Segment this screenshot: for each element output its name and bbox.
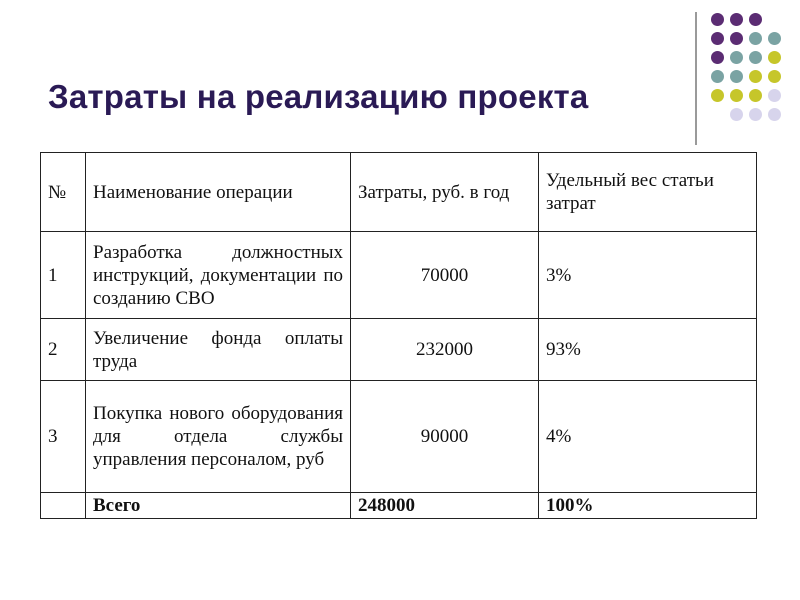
- table-row: [41, 319, 757, 381]
- row-share: 3%: [539, 232, 757, 319]
- table-total-row: [41, 493, 757, 519]
- header-num: №: [41, 153, 86, 232]
- row-num: 1: [41, 232, 86, 319]
- row-cost: 90000: [351, 381, 539, 493]
- row-name: Покупка нового оборудования для отдела службы управления персоналом, руб: [86, 381, 351, 493]
- decor-dot: [749, 51, 762, 64]
- decor-dot: [749, 108, 762, 121]
- decor-dot: [711, 13, 724, 26]
- row-share: 93%: [539, 319, 757, 381]
- decor-dot: [768, 89, 781, 102]
- decor-dot: [730, 70, 743, 83]
- header-share: Удельный вес статьи затрат: [539, 153, 757, 232]
- decor-dot: [730, 51, 743, 64]
- decor-dot: [768, 108, 781, 121]
- decor-dot: [768, 70, 781, 83]
- total-label: Всего: [86, 493, 351, 519]
- decor-dot: [711, 70, 724, 83]
- decor-dot: [749, 13, 762, 26]
- decor-dot: [768, 32, 781, 45]
- decor-dot: [711, 108, 724, 121]
- total-share: 100%: [539, 493, 757, 519]
- table-row: [41, 381, 757, 493]
- header-name: Наименование операции: [86, 153, 351, 232]
- decor-dot: [730, 89, 743, 102]
- row-cost: 232000: [351, 319, 539, 381]
- decor-dot: [749, 70, 762, 83]
- row-name: Разработка должностных инструкций, документации по созданию СВО: [86, 232, 351, 319]
- decor-dot: [730, 13, 743, 26]
- row-num: 3: [41, 381, 86, 493]
- decor-dot: [749, 32, 762, 45]
- divider-line: [695, 12, 697, 145]
- decor-dot: [730, 108, 743, 121]
- row-num: 2: [41, 319, 86, 381]
- costs-table: [40, 152, 757, 519]
- table-header-row: [41, 153, 757, 232]
- page-title: Затраты на реализацию проекта: [48, 78, 589, 115]
- total-cost: 248000: [351, 493, 539, 519]
- decor-dot: [730, 32, 743, 45]
- total-num: [41, 493, 86, 519]
- table-row: [41, 232, 757, 319]
- row-share: 4%: [539, 381, 757, 493]
- row-cost: 70000: [351, 232, 539, 319]
- decor-dot: [768, 51, 781, 64]
- decor-dot: [768, 13, 781, 26]
- decorative-dots: [708, 10, 784, 124]
- row-name: Увеличение фонда оплаты труда: [86, 319, 351, 381]
- decor-dot: [711, 51, 724, 64]
- decor-dot: [711, 89, 724, 102]
- header-cost: Затраты, руб. в год: [351, 153, 539, 232]
- decor-dot: [749, 89, 762, 102]
- decor-dot: [711, 32, 724, 45]
